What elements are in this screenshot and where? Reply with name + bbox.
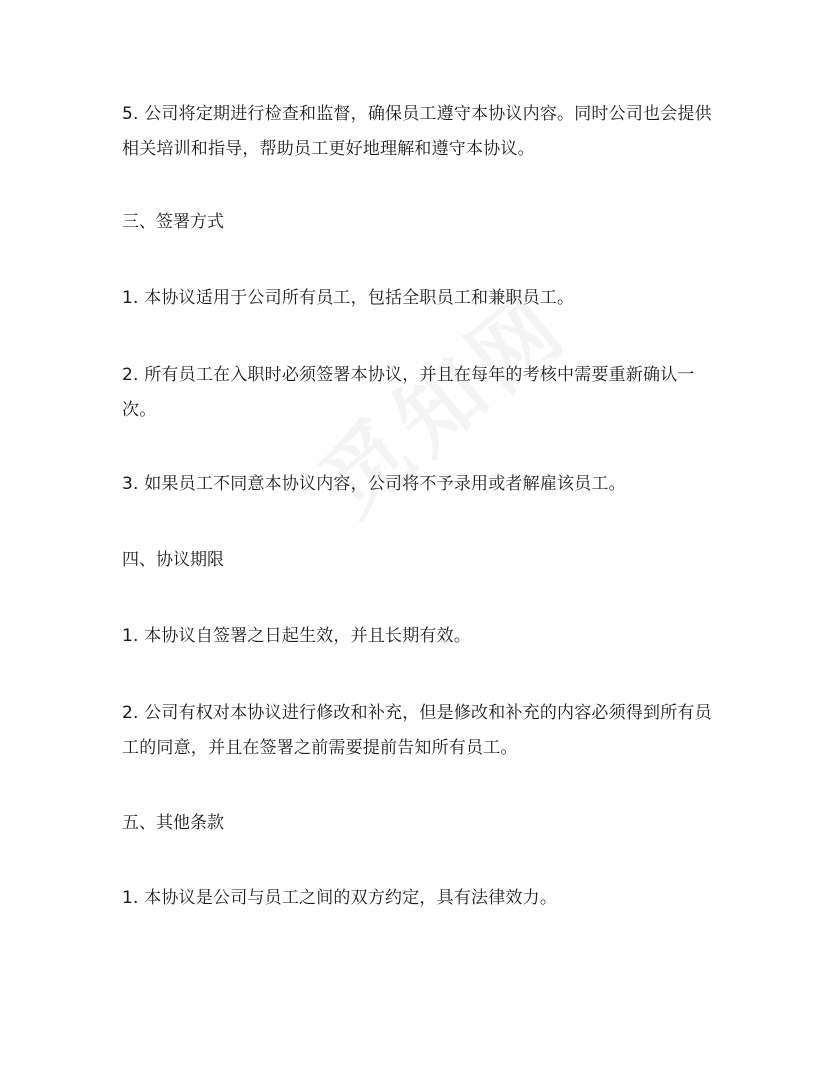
paragraph-1-scope: 1. 本协议适用于公司所有员工，包括全职员工和兼职员工。 [122, 288, 575, 308]
paragraph-2-amendment: 2. 公司有权对本协议进行修改和补充，但是修改和补充的内容必须得到所有员工的同意，并且在签署之前需要提前告知所有员工。 [122, 703, 712, 758]
paragraph-3-refusal: 3. 如果员工不同意本协议内容，公司将不予录用或者解雇该员工。 [122, 474, 626, 494]
paragraph-2-signing-requirement: 2. 所有员工在入职时必须签署本协议，并且在每年的考核中需要重新确认一次。 [122, 365, 695, 420]
paragraph-1-effective: 1. 本协议自签署之日起生效，并且长期有效。 [122, 626, 472, 646]
section-heading-signing: 三、签署方式 [122, 212, 224, 232]
section-heading-term: 四、协议期限 [122, 550, 224, 570]
paragraph-5-inspection: 5. 公司将定期进行检查和监督，确保员工遵守本协议内容。同时公司也会提供相关培训和指导，帮助员工更好地理解和遵守本协议。 [122, 104, 712, 159]
section-heading-other: 五、其他条款 [122, 813, 224, 833]
paragraph-1-legal-effect: 1. 本协议是公司与员工之间的双方约定，具有法律效力。 [122, 888, 558, 908]
